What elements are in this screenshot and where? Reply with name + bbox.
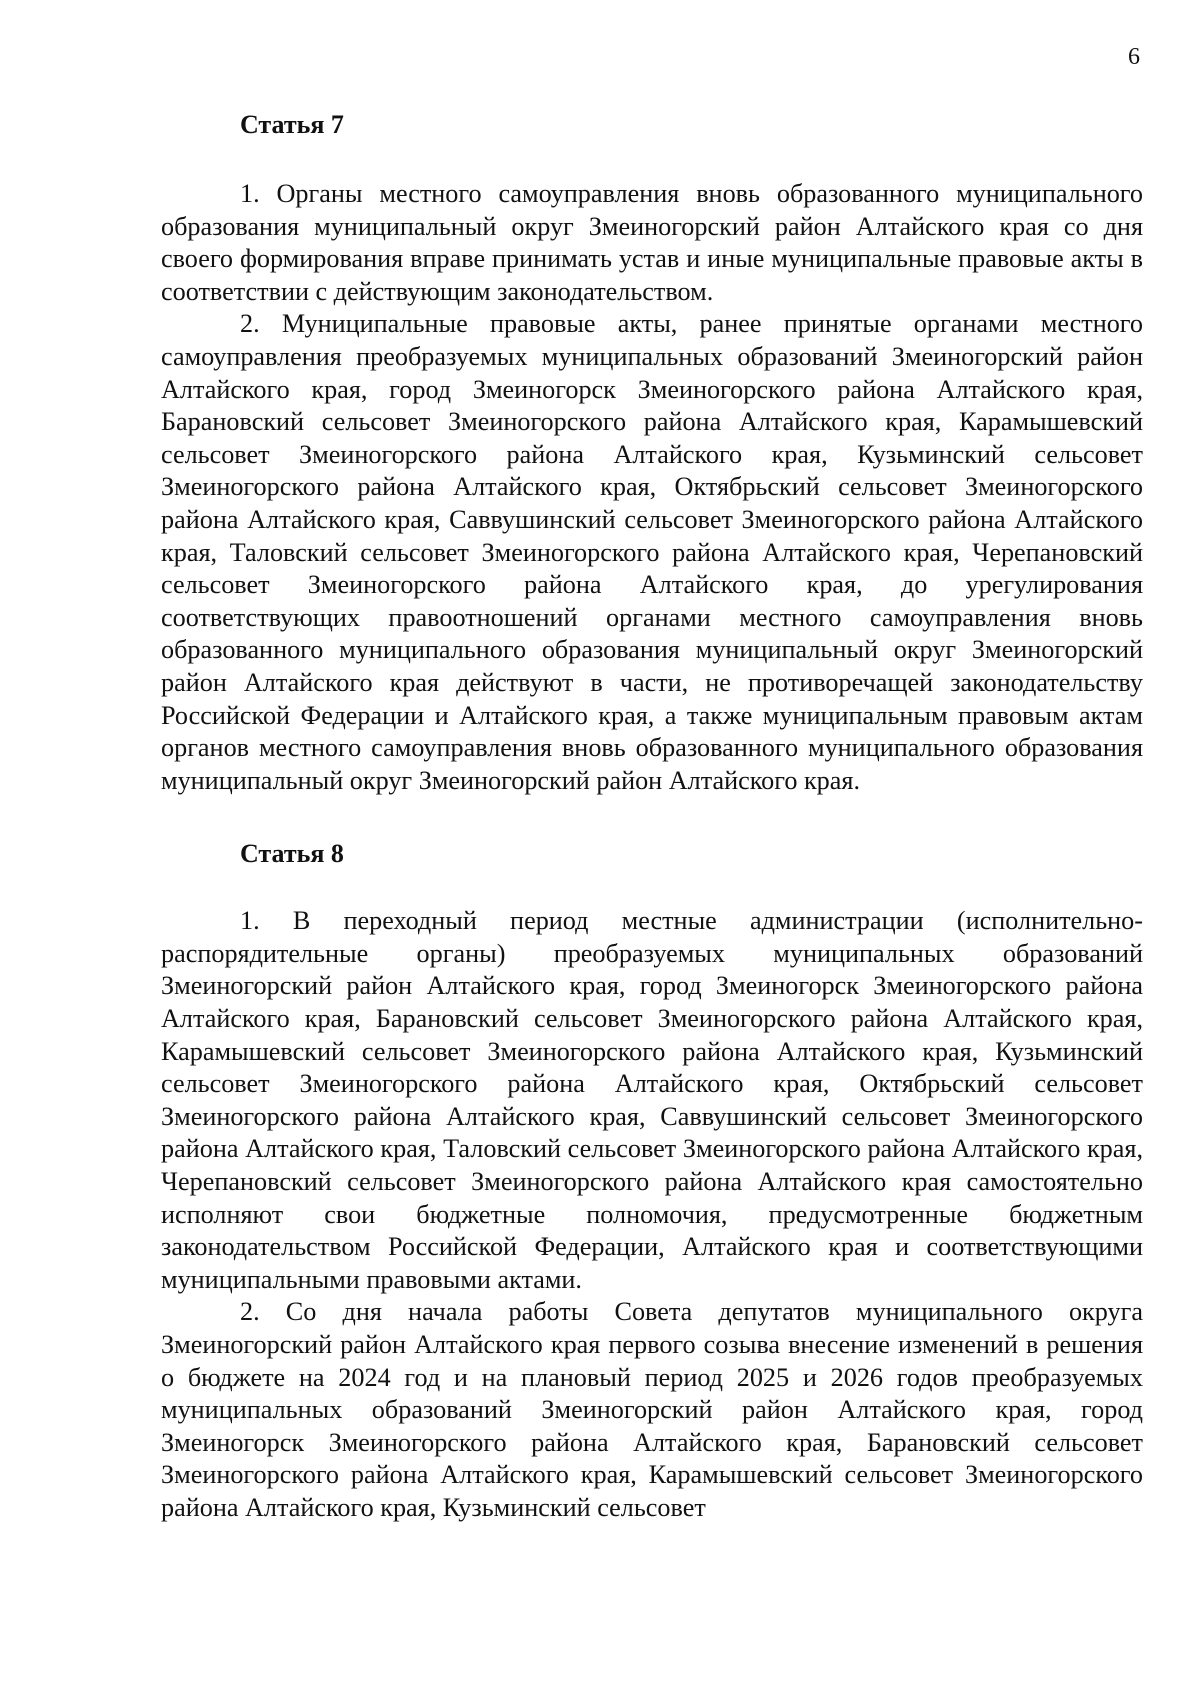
article-7-paragraph-2: 2. Муниципальные правовые акты, ранее принятые органами местного самоуправления преобразуемых муниципальных образований Змеиногорский район Алтайского края, город Змеиногорск Змеиногорского района Алтайского края, Барановский сельсовет Змеиногорского района Алтайского края, Карамышевский сельсовет Змеиногорского района Алтайского края, Кузьминский сельсовет Змеиногорского района Алтайского края, Октябрьский сельсовет Змеиногорского района Алтайского края, Саввушинский сельсовет Змеиногорского района Алтайского края, Таловский сельсовет Змеиногорского района Алтайского края, Черепановский сельсовет Змеиногорского района Алтайского края, до урегулирования соответствующих правоотношений органами местного самоуправления вновь образованного муниципального образования муниципальный округ Змеиногорский район Алтайского края действуют в части, не противоречащей законодательству Российской Федерации и Алтайского края, а также муниципальным правовым актам органов местного самоуправления вновь образованного муниципального образования муниципальный округ Змеиногорский район Алтайского края.	[161, 309, 1143, 795]
article-8-paragraph-1: 1. В переходный период местные администрации (исполнительно-распорядительные органы) преобразуемых муниципальных образований Змеиногорский район Алтайского края, город Змеиногорск Змеиногорского района Алтайского края, Барановский сельсовет Змеиногорского района Алтайского края, Карамышевский сельсовет Змеиногорского района Алтайского края, Кузьминский сельсовет Змеиногорского района Алтайского края, Октябрьский сельсовет Змеиногорского района Алтайского края, Саввушинский сельсовет Змеиногорского района Алтайского края, Таловский сельсовет Змеиногорского района Алтайского края, Черепановский сельсовет Змеиногорского района Алтайского края самостоятельно исполняют свои бюджетные полномочия, предусмотренные бюджетным законодательством Российской Федерации, Алтайского края и соответствующими муниципальными правовыми актами.	[161, 906, 1143, 1294]
article-7-heading: Статья 7	[240, 110, 344, 139]
document-body	[161, 108, 1143, 1525]
article-7-paragraph-1: 1. Органы местного самоуправления вновь образованного муниципального образования муниципальный округ Змеиногорский район Алтайского края со дня своего формирования вправе принимать устав и иные муниципальные правовые акты в соответствии с действующим законодательством.	[161, 179, 1143, 306]
article-8-heading: Статья 8	[240, 839, 344, 869]
article-8-paragraph-2: 2. Со дня начала работы Совета депутатов муниципального округа Змеиногорский район Алтайского края первого созыва внесение изменений в решения о бюджете на 2024 год и на плановый период 2025 и 2026 годов преобразуемых муниципальных образований Змеиногорский район Алтайского края, город Змеиногорск Змеиногорского района Алтайского края, Барановский сельсовет Змеиногорского района Алтайского края, Карамышевский сельсовет Змеиногорского района Алтайского края, Кузьминский сельсовет	[161, 1297, 1143, 1522]
page-number: 6	[1128, 44, 1140, 70]
